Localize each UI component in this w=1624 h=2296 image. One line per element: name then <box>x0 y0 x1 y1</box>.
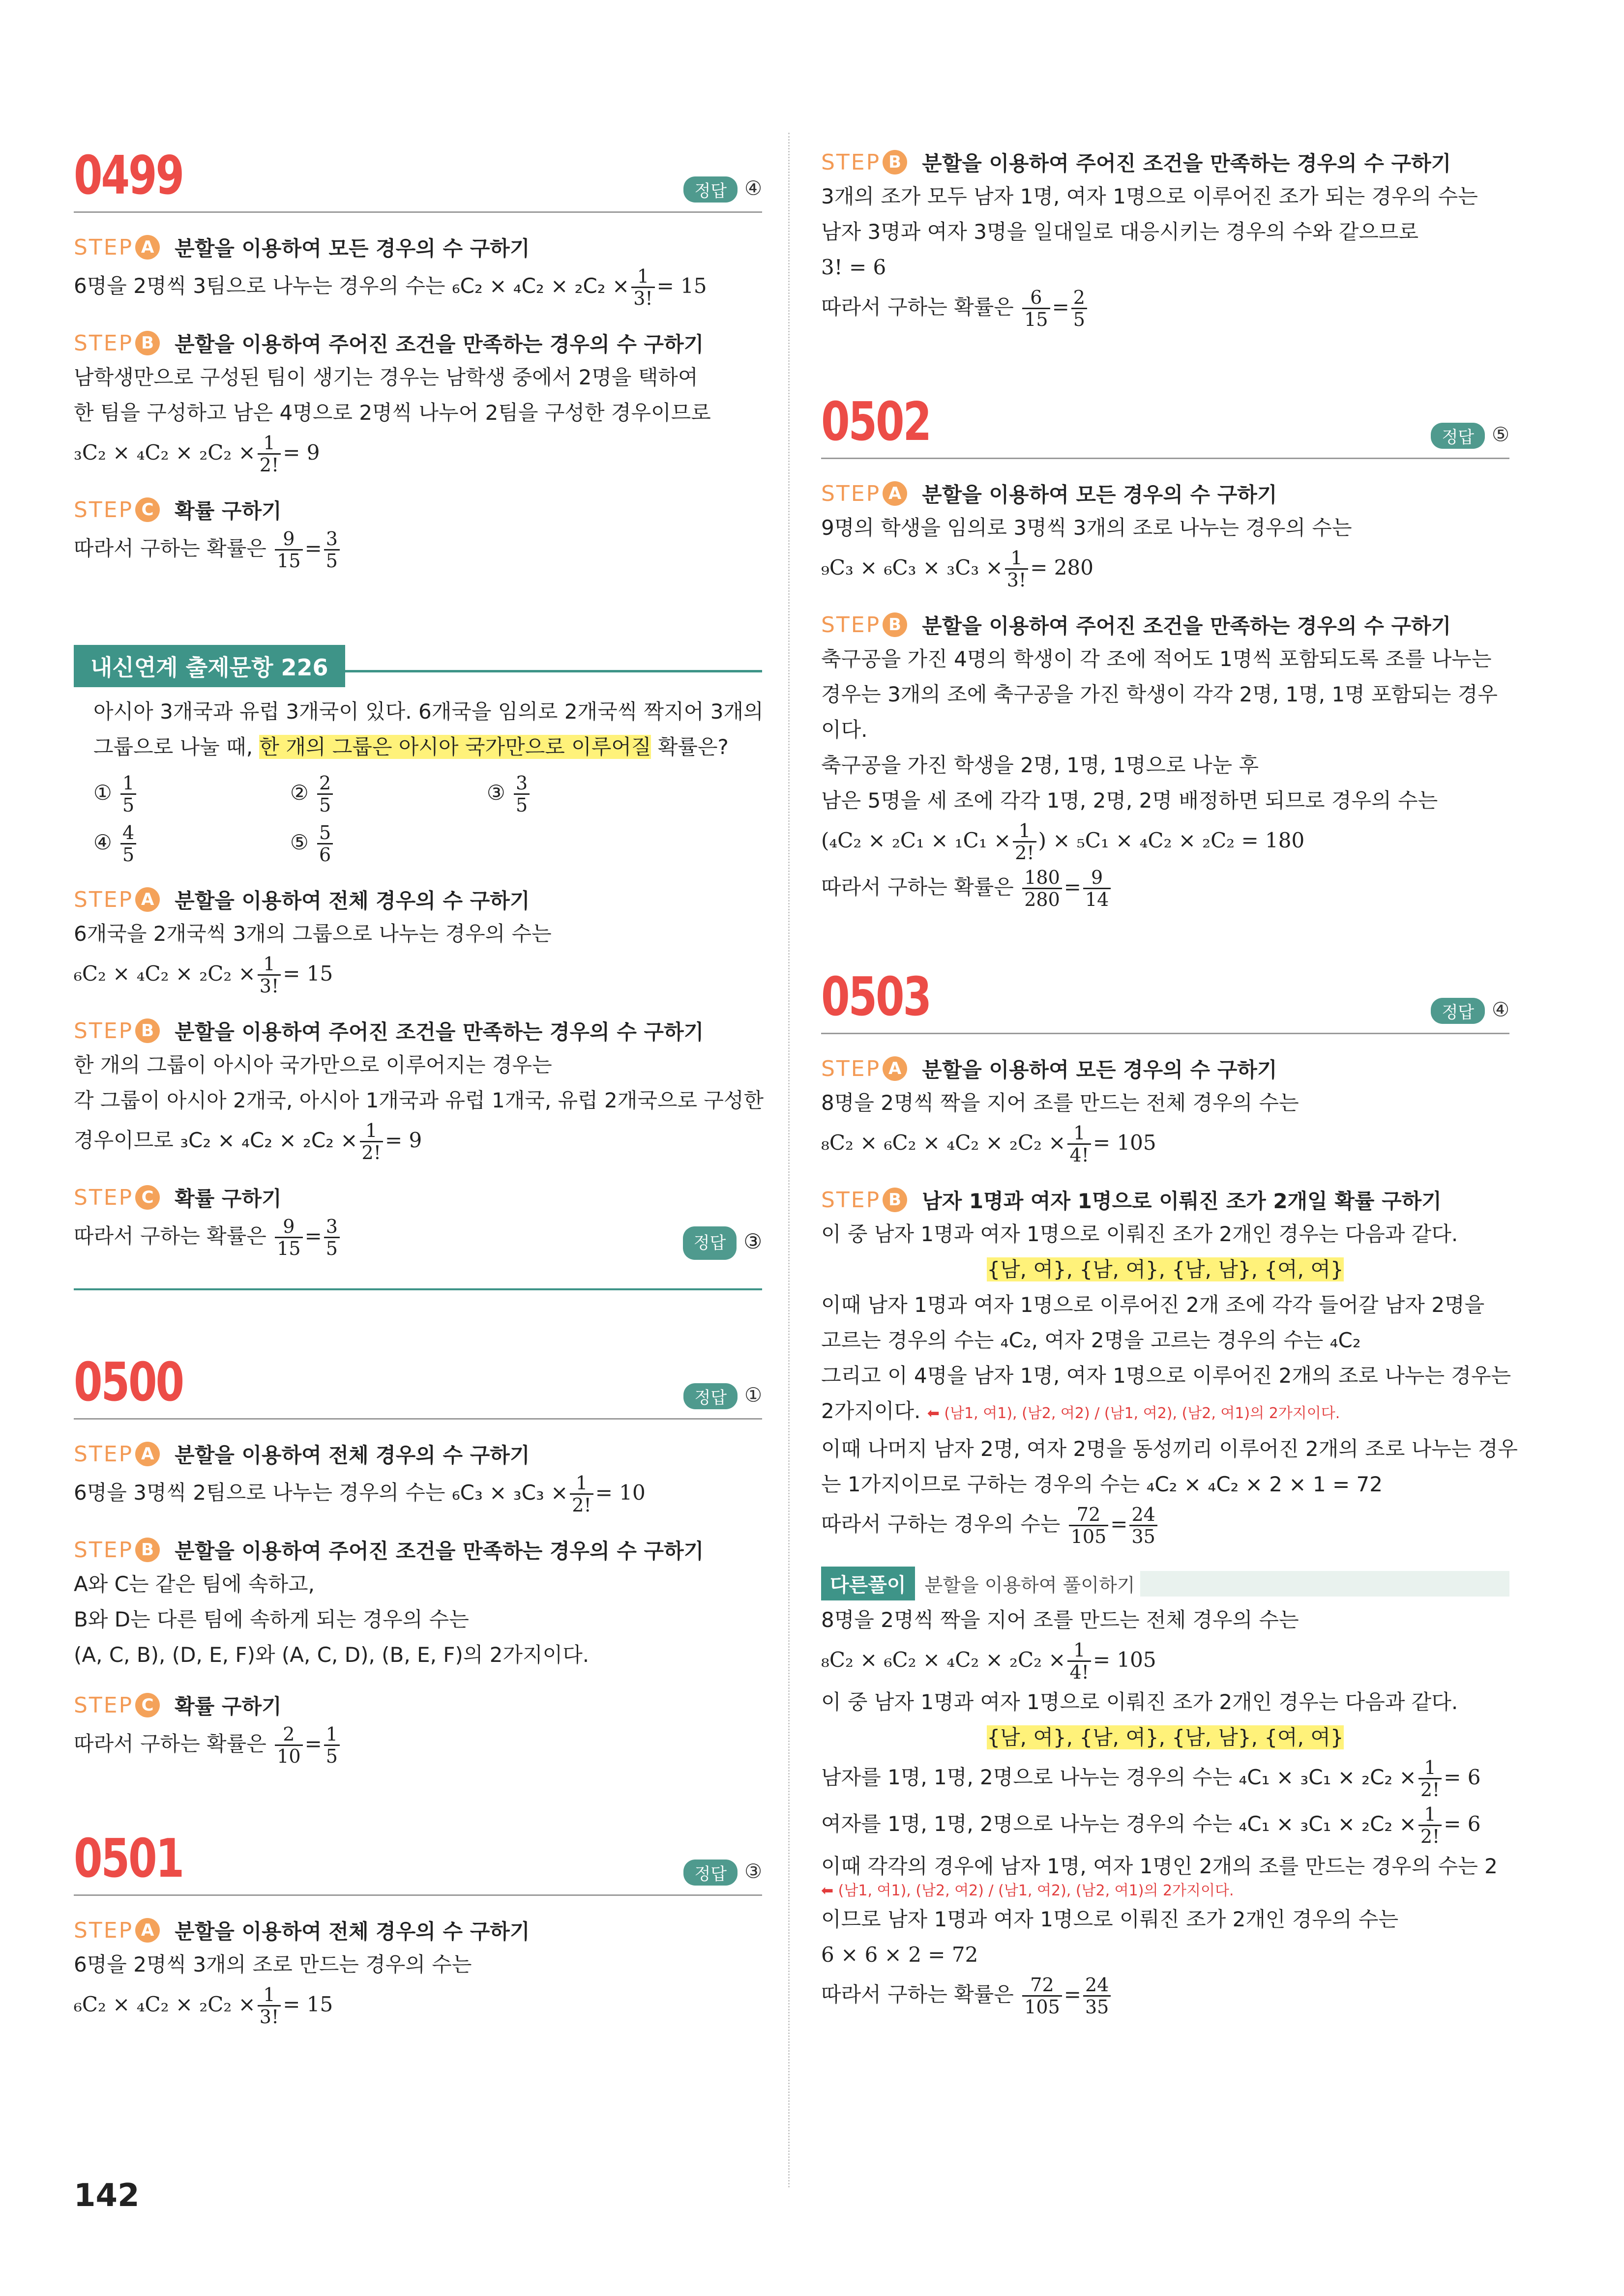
text-line: 남은 5명을 세 조에 각각 1명, 2명, 2명 배정하면 되므로 경우의 수는 <box>821 788 1438 813</box>
text-line: 경우는 3개의 조에 축구공을 가진 학생이 각각 2명, 1명, 1명 포함되는 경우 <box>821 682 1498 706</box>
step-a: STEP A 분할을 이용하여 전체 경우의 수 구하기 <box>74 887 530 913</box>
step-a: STEP A 분할을 이용하여 모든 경우의 수 구하기 <box>821 481 1277 507</box>
text-line: 경우이므로 ₃C₂ × ₄C₂ × ₂C₂ × $\frac{1}{2!}$ = 9 <box>74 1120 422 1163</box>
text-line: 축구공을 가진 학생을 2명, 1명, 1명으로 나눈 후 <box>821 753 1259 777</box>
text-line: 6명을 2명씩 3개의 조로 만드는 경우의 수는 <box>74 1952 472 1976</box>
linked-problem-226 <box>74 645 762 1290</box>
alt-tag: 다른풀이 <box>821 1567 915 1600</box>
problem-number: 0499 <box>74 145 183 206</box>
step-b: STEP B 분할을 이용하여 주어진 조건을 만족하는 경우의 수 구하기 <box>74 1018 704 1044</box>
text-line: 남자를 1명, 1명, 2명으로 나누는 경우의 수는 ₄C₁ × ₃C₁ × ₂C₂ × $\frac{1}{2!}$ = 6 <box>821 1757 1481 1801</box>
text-line: 따라서 구하는 확률은 $\frac{180}{280}$ = $\frac{9}{14}$ <box>821 867 1509 910</box>
problem-0500 <box>74 1349 762 1767</box>
choice-4[interactable]: ④ $\frac{4}{5}$ <box>93 822 290 865</box>
step-a: STEP A 분할을 이용하여 모든 경우의 수 구하기 <box>821 1056 1277 1082</box>
problem-number: 0500 <box>74 1352 183 1413</box>
text-line: 이때 남자 1명과 여자 1명으로 이루어진 2개 조에 각각 들어갈 남자 2명을 <box>821 1293 1485 1317</box>
text-line: 이 중 남자 1명과 여자 1명으로 이뤄진 조가 2개인 경우는 다음과 같다. <box>821 1690 1458 1714</box>
text-line: 8명을 2명씩 짝을 지어 조를 만드는 전체 경우의 수는 <box>821 1091 1299 1115</box>
text-line: 6개국을 2개국씩 3개의 그룹으로 나누는 경우의 수는 <box>74 922 552 946</box>
step-a: STEP A 분할을 이용하여 전체 경우의 수 구하기 <box>74 1441 530 1467</box>
answer-tag: 정답 <box>683 176 738 203</box>
problem-0501 <box>74 1826 762 2027</box>
problem-0502 <box>821 389 1509 910</box>
text-line: 따라서 구하는 확률은 $\frac{72}{105}$ = $\frac{24}{35}$ <box>821 1975 1509 2017</box>
choice-3[interactable]: ③ $\frac{3}{5}$ <box>487 773 683 815</box>
text-line: 따라서 구하는 확률은 $\frac{9}{15}$ = $\frac{3}{5}$ <box>74 528 762 571</box>
text-line: 9명의 학생을 임의로 3명씩 3개의 조로 나누는 경우의 수는 <box>821 516 1352 540</box>
text-line: 따라서 구하는 경우의 수는 $\frac{72}{105}$ = $\frac{24}{35}$ <box>821 1504 1509 1547</box>
problem-number: 0503 <box>821 966 930 1028</box>
step-b: STEP B 분할을 이용하여 주어진 조건을 만족하는 경우의 수 구하기 <box>821 612 1451 638</box>
step-c: STEP C 확률 구하기 <box>74 1692 282 1718</box>
right-column <box>821 0 1518 2018</box>
alt-solution-header <box>821 1567 1509 1600</box>
step-b: STEP B 분할을 이용하여 주어진 조건을 만족하는 경우의 수 구하기 <box>74 330 704 356</box>
text-line: 따라서 구하는 확률은 $\frac{2}{10}$ = $\frac{1}{5}$ <box>74 1724 762 1767</box>
alt-bar <box>1140 1571 1509 1597</box>
text-line: ₉C₃ × ₆C₃ × ₃C₃ × $\frac{1}{3!}$ = 280 <box>821 547 1093 591</box>
text-line: 각 그룹이 아시아 2개국, 아시아 1개국과 유럽 1개국, 유럽 2개국으로 구성한 <box>74 1088 764 1112</box>
text-line: 6명을 3명씩 2팀으로 나누는 경우의 수는 ₆C₃ × ₃C₃ × $\frac{1}{2!}$ = 10 <box>74 1472 646 1516</box>
text-line: 남학생만으로 구성된 팀이 생기는 경우는 남학생 중에서 2명을 택하여 <box>74 365 698 389</box>
text-line: 이므로 남자 1명과 여자 1명으로 이뤄진 조가 2개인 경우의 수는 <box>821 1907 1399 1931</box>
highlight-line: {남, 여}, {남, 여}, {남, 남}, {여, 여} <box>987 1257 1344 1281</box>
text-line: ₈C₂ × ₆C₂ × ₄C₂ × ₂C₂ × $\frac{1}{4!}$ = 105 <box>821 1122 1156 1166</box>
answer: 정답 ⑤ <box>1431 423 1509 449</box>
text-line: B와 D는 다른 팀에 속하게 되는 경우의 수는 <box>74 1607 469 1631</box>
step-title: 분할을 이용하여 모든 경우의 수 구하기 <box>175 236 530 261</box>
text-line: 고르는 경우의 수는 ₄C₂, 여자 2명을 고르는 경우의 수는 ₄C₂ <box>821 1328 1361 1352</box>
text-line: 이때 나머지 남자 2명, 여자 2명을 동성끼리 이루어진 2개의 조로 나누는 경우 <box>821 1437 1518 1461</box>
rule <box>74 1894 762 1896</box>
problem-number: 0501 <box>74 1828 183 1889</box>
answer-value: ④ <box>744 177 762 200</box>
text-line: 3! = 6 <box>821 255 886 279</box>
text-line: ₆C₂ × ₄C₂ × ₂C₂ × $\frac{1}{3!}$ = 15 <box>74 953 333 997</box>
text-line: 축구공을 가진 4명의 학생이 각 조에 적어도 1명씩 포함되도록 조를 나누는 <box>821 647 1492 671</box>
banner-bottom-rule <box>74 1288 762 1290</box>
text-line: 이 중 남자 1명과 여자 1명으로 이뤄진 조가 2개인 경우는 다음과 같다. <box>821 1222 1458 1246</box>
text-line: ₆C₂ × ₄C₂ × ₂C₂ × $\frac{1}{3!}$ = 15 <box>74 1984 333 2028</box>
step-b: STEP B 분할을 이용하여 주어진 조건을 만족하는 경우의 수 구하기 <box>821 149 1451 175</box>
left-column <box>74 0 762 2027</box>
text-line: 는 1가지이므로 구하는 경우의 수는 ₄C₂ × ₄C₂ × 2 × 1 = 72 <box>821 1472 1383 1496</box>
page-number: 142 <box>74 2178 140 2214</box>
text-line: 6명을 2명씩 3팀으로 나누는 경우의 수는 ₆C₂ × ₄C₂ × ₂C₂ × $\frac{1}{3!}$ = 15 <box>74 265 707 309</box>
choice-1[interactable]: ① $\frac{1}{5}$ <box>93 773 290 815</box>
text-line: 한 팀을 구성하고 남은 4명으로 2명씩 나누어 2팀을 구성한 경우이므로 <box>74 401 711 425</box>
banner-rule <box>345 670 762 672</box>
text-line: (A, C, B), (D, E, F)와 (A, C, D), (B, E, F)의 2가지이다. <box>74 1643 590 1667</box>
choice-5[interactable]: ⑤ $\frac{5}{6}$ <box>290 822 487 865</box>
answer <box>683 176 762 203</box>
step-c: STEP C 확률 구하기 <box>74 497 282 523</box>
text-line: 3개의 조가 모두 남자 1명, 여자 1명으로 이루어진 조가 되는 경우의 수는 <box>821 184 1478 208</box>
note: ⬅ (남1, 여1), (남2, 여2) / (남1, 여2), (남2, 여1)의 2가지이다. <box>821 1882 1234 1899</box>
step-a <box>74 233 762 262</box>
step-c: STEP C 확률 구하기 <box>74 1185 282 1211</box>
problem-number: 0502 <box>821 391 930 453</box>
choices <box>74 773 762 865</box>
text-line: (₄C₂ × ₂C₁ × ₁C₁ × $\frac{1}{2!}$ ) × ₅C₁ × ₄C₂ × ₂C₂ = 180 <box>821 820 1305 864</box>
answer: 정답 ④ <box>1431 998 1509 1024</box>
rule <box>821 1033 1509 1034</box>
rule <box>74 1418 762 1420</box>
problem-0499 <box>74 143 762 571</box>
text-line: 따라서 구하는 확률은 $\frac{9}{15}$ = $\frac{3}{5}$ 정답 ③ <box>74 1216 762 1259</box>
step-letter: A <box>135 235 160 260</box>
step-b: STEP B 남자 1명과 여자 1명으로 이뤄진 조가 2개일 확률 구하기 <box>821 1187 1442 1213</box>
question-text: 그룹으로 나눌 때, 한 개의 그룹은 아시아 국가만으로 이루어질 확률은? <box>93 735 729 759</box>
text-line: 그리고 이 4명을 남자 1명, 여자 1명으로 이루어진 2개의 조로 나누는 경우는 <box>821 1364 1511 1388</box>
text-line: 이다. <box>821 718 868 742</box>
linked-banner: 내신연계 출제문항 226 <box>74 645 345 687</box>
answer: 정답 ① <box>683 1383 762 1409</box>
text-line: 한 개의 그룹이 아시아 국가만으로 이루어지는 경우는 <box>74 1053 552 1077</box>
text-line: A와 C는 같은 팀에 속하고, <box>74 1572 315 1596</box>
text-line: 남자 3명과 여자 3명을 일대일로 대응시키는 경우의 수와 같으므로 <box>821 220 1419 244</box>
text-line: 6 × 6 × 2 = 72 <box>821 1943 978 1967</box>
rule <box>821 458 1509 459</box>
text-line: 2가지이다. ⬅ (남1, 여1), (남2, 여2) / (남1, 여2), (남2, 여1)의 2가지이다. <box>821 1399 1340 1423</box>
text-line: 8명을 2명씩 짝을 지어 조를 만드는 전체 경우의 수는 <box>821 1608 1299 1632</box>
answer: 정답 ③ <box>683 1226 762 1260</box>
highlight: 한 개의 그룹은 아시아 국가만으로 이루어질 <box>259 735 651 759</box>
answer: 정답 ③ <box>683 1860 762 1886</box>
column-divider <box>788 133 790 2187</box>
step-a: STEP A 분할을 이용하여 전체 경우의 수 구하기 <box>74 1918 530 1944</box>
text-line: 여자를 1명, 1명, 2명으로 나누는 경우의 수는 ₄C₁ × ₃C₁ × ₂C₂ × $\frac{1}{2!}$ = 6 <box>821 1803 1481 1847</box>
question-text: 아시아 3개국과 유럽 3개국이 있다. 6개국을 임의로 2개국씩 짝지어 3개의 <box>93 699 764 724</box>
step-b: STEP B 분할을 이용하여 주어진 조건을 만족하는 경우의 수 구하기 <box>74 1537 704 1563</box>
highlight-line: {남, 여}, {남, 여}, {남, 남}, {여, 여} <box>987 1725 1344 1749</box>
alt-title: 분할을 이용하여 풀이하기 <box>924 1574 1135 1596</box>
choice-2[interactable]: ② $\frac{2}{5}$ <box>290 773 487 815</box>
text-line: ₃C₂ × ₄C₂ × ₂C₂ × $\frac{1}{2!}$ = 9 <box>74 432 320 476</box>
problem-0501-continued <box>821 147 1509 330</box>
note: ⬅ (남1, 여1), (남2, 여2) / (남1, 여2), (남2, 여1)의 2가지이다. <box>927 1405 1340 1422</box>
rule <box>74 211 762 213</box>
step-label: STEP <box>74 234 134 260</box>
problem-0503 <box>821 964 1518 2018</box>
text-line: 이때 각각의 경우에 남자 1명, 여자 1명인 2개의 조를 만드는 경우의 수는 2 <box>821 1854 1498 1878</box>
text-line: 따라서 구하는 확률은 $\frac{6}{15}$ = $\frac{2}{5}$ <box>821 287 1509 330</box>
text-line: ₈C₂ × ₆C₂ × ₄C₂ × ₂C₂ × $\frac{1}{4!}$ = 105 <box>821 1639 1156 1683</box>
